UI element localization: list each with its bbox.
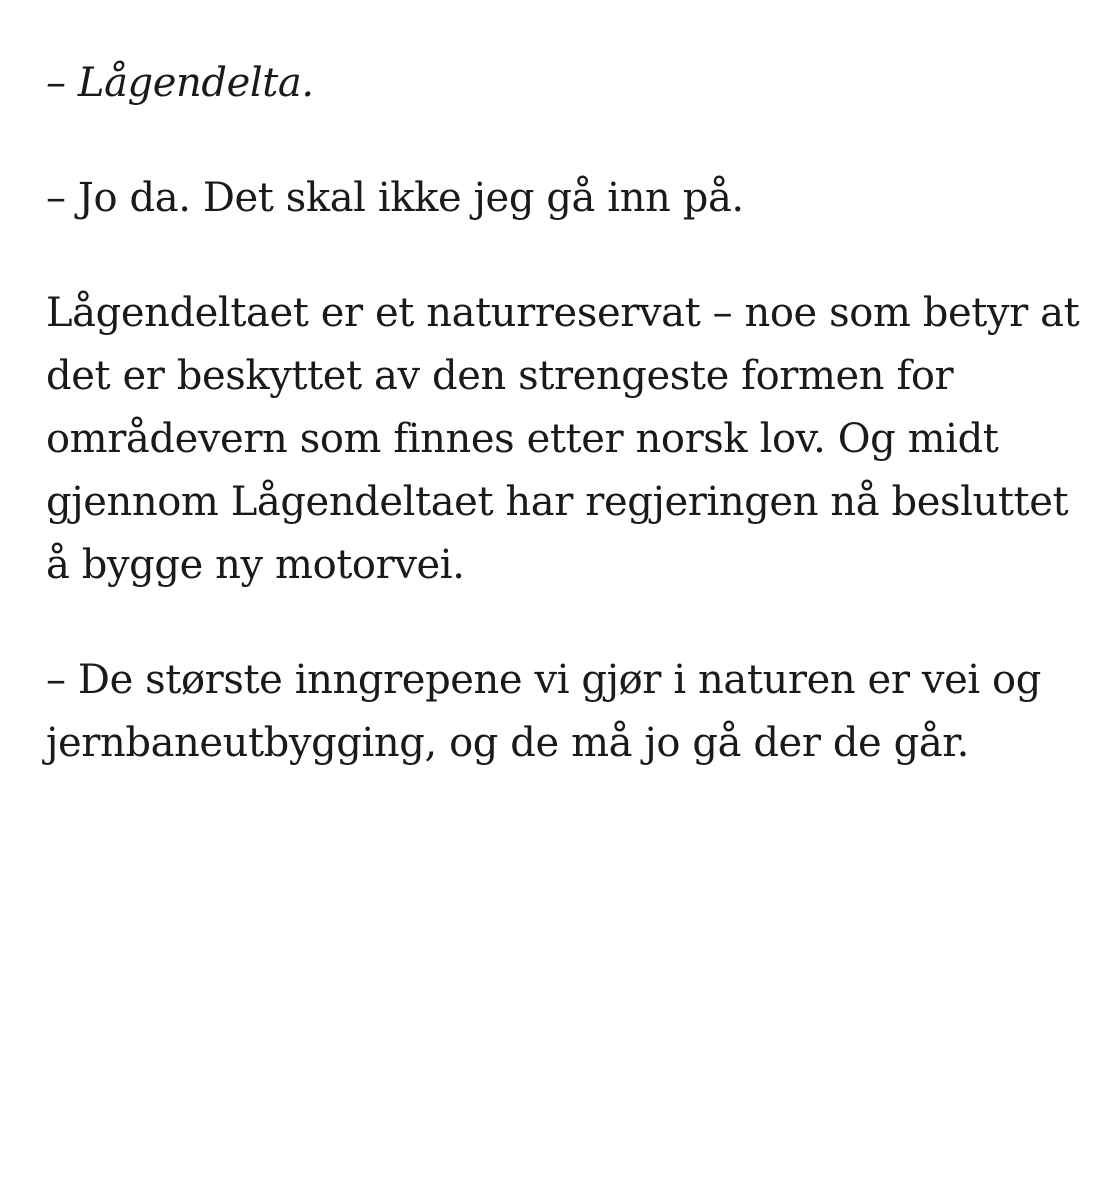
body-paragraph: Lågendeltaet er et naturreservat – noe som betyr at det er beskyttet av den strengeste formen for områdevern som finnes etter norsk lov. Og midt gjennom Lågendeltaet har regjeringen nå besluttet å bygge ny motorvei. — [46, 290, 1080, 588]
article-body — [46, 52, 1086, 775]
quote-question: – Lågendelta. — [46, 60, 314, 106]
quote-answer: – De største inngrepene vi gjør i naturen er vei og jernbaneutbygging, og de må jo gå der de går. — [46, 657, 1041, 766]
quote-answer: – Jo da. Det skal ikke jeg gå inn på. — [46, 175, 744, 221]
